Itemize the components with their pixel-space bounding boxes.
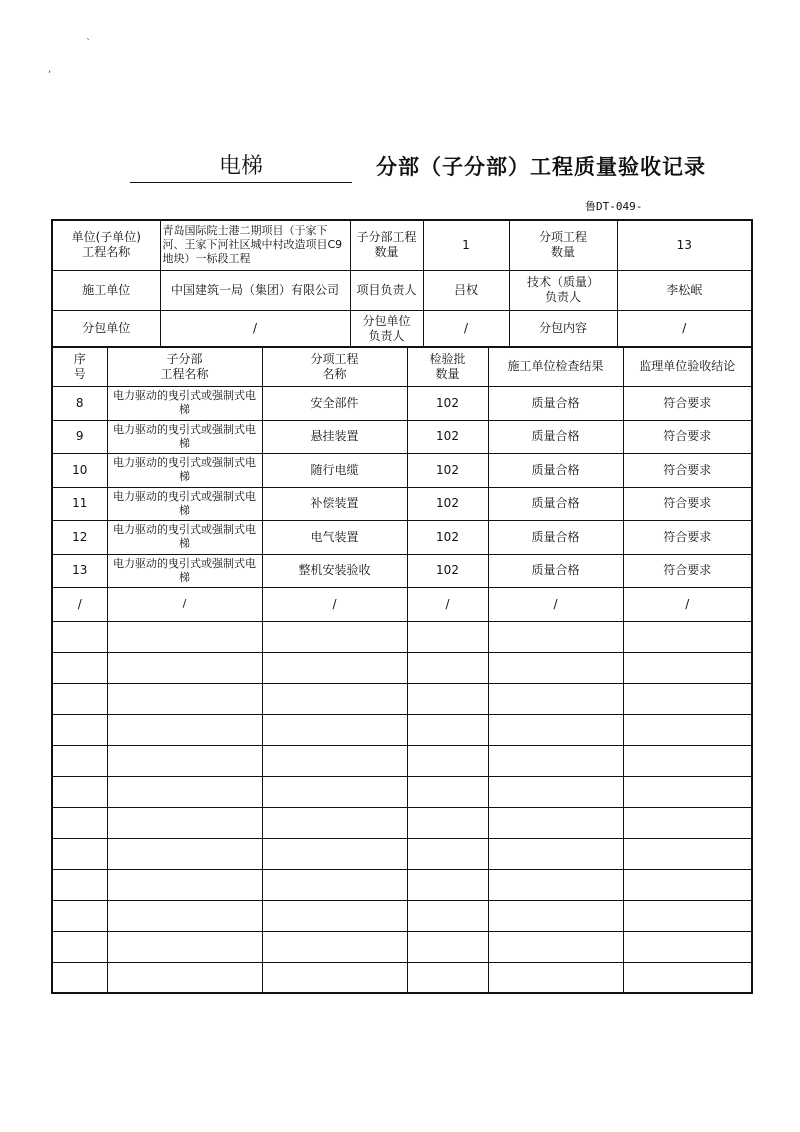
empty-cell xyxy=(407,621,488,652)
empty-cell xyxy=(488,869,623,900)
cell-batch: 102 xyxy=(407,554,488,588)
title-text: 分部（子分部）工程质量验收记录 xyxy=(376,155,706,179)
cell-subdivision: 电力驱动的曳引式或强制式电梯 xyxy=(107,387,262,421)
empty-cell xyxy=(488,900,623,931)
empty-cell xyxy=(262,621,407,652)
empty-cell xyxy=(262,714,407,745)
empty-cell xyxy=(52,621,107,652)
cell-batch: 102 xyxy=(407,454,488,488)
empty-cell xyxy=(107,838,262,869)
empty-cell xyxy=(623,745,752,776)
empty-cell xyxy=(52,931,107,962)
empty-row xyxy=(52,962,752,993)
empty-row xyxy=(52,683,752,714)
cell-subdivision: 电力驱动的曳引式或强制式电梯 xyxy=(107,521,262,555)
cell-item: 补偿装置 xyxy=(262,487,407,521)
empty-row xyxy=(52,807,752,838)
project-manager-label: 项目负责人 xyxy=(350,270,423,310)
subcontractor-value: / xyxy=(160,310,350,347)
table-row xyxy=(52,521,752,555)
cell-no: 9 xyxy=(52,420,107,454)
contractor-label: 施工单位 xyxy=(52,270,160,310)
empty-cell xyxy=(623,869,752,900)
empty-cell xyxy=(623,838,752,869)
cell-batch: / xyxy=(407,588,488,622)
empty-cell xyxy=(407,869,488,900)
sub-manager-value: / xyxy=(423,310,509,347)
unit-project-label: 单位(子单位) 工程名称 xyxy=(52,220,160,270)
empty-cell xyxy=(52,900,107,931)
column-header: 检验批 数量 xyxy=(407,347,488,387)
empty-row xyxy=(52,900,752,931)
unit-project-value: 青岛国际院士港二期项目（于家下河、王家下河社区城中村改造项目C9地块）一标段工程 xyxy=(160,220,350,270)
table-row xyxy=(52,420,752,454)
cell-conclusion: 符合要求 xyxy=(623,487,752,521)
cell-item: / xyxy=(262,588,407,622)
cell-conclusion: 符合要求 xyxy=(623,521,752,555)
cell-conclusion: 符合要求 xyxy=(623,454,752,488)
document-title xyxy=(130,152,730,186)
table-row xyxy=(52,554,752,588)
scan-mark: , xyxy=(48,64,52,75)
cell-batch: 102 xyxy=(407,521,488,555)
empty-cell xyxy=(262,683,407,714)
empty-row xyxy=(52,776,752,807)
empty-cell xyxy=(407,652,488,683)
cell-check: 质量合格 xyxy=(488,521,623,555)
empty-row xyxy=(52,869,752,900)
empty-cell xyxy=(407,807,488,838)
empty-cell xyxy=(107,714,262,745)
empty-cell xyxy=(107,900,262,931)
empty-cell xyxy=(107,776,262,807)
empty-cell xyxy=(107,962,262,993)
column-header: 子分部 工程名称 xyxy=(107,347,262,387)
column-header: 施工单位检查结果 xyxy=(488,347,623,387)
item-table xyxy=(51,346,753,994)
tech-manager-value: 李松岷 xyxy=(617,270,752,310)
empty-row xyxy=(52,621,752,652)
cell-check: 质量合格 xyxy=(488,487,623,521)
empty-cell xyxy=(488,652,623,683)
empty-cell xyxy=(262,931,407,962)
cell-batch: 102 xyxy=(407,420,488,454)
empty-cell xyxy=(52,869,107,900)
item-count-label: 分项工程 数量 xyxy=(509,220,617,270)
header-info-table xyxy=(51,219,753,348)
empty-row xyxy=(52,652,752,683)
cell-no: / xyxy=(52,588,107,622)
cell-check: 质量合格 xyxy=(488,454,623,488)
empty-cell xyxy=(52,776,107,807)
empty-cell xyxy=(52,745,107,776)
subdivision-count-value: 1 xyxy=(423,220,509,270)
scan-mark: ` xyxy=(86,38,91,49)
title-blank-value: 电梯 xyxy=(130,152,352,183)
empty-cell xyxy=(488,683,623,714)
empty-cell xyxy=(623,621,752,652)
subcontractor-label: 分包单位 xyxy=(52,310,160,347)
empty-cell xyxy=(623,776,752,807)
empty-row xyxy=(52,931,752,962)
empty-cell xyxy=(262,652,407,683)
empty-cell xyxy=(107,621,262,652)
cell-item: 安全部件 xyxy=(262,387,407,421)
empty-row xyxy=(52,838,752,869)
empty-cell xyxy=(488,838,623,869)
empty-cell xyxy=(52,652,107,683)
empty-cell xyxy=(488,745,623,776)
cell-check: / xyxy=(488,588,623,622)
empty-cell xyxy=(623,807,752,838)
empty-cell xyxy=(488,621,623,652)
cell-check: 质量合格 xyxy=(488,387,623,421)
empty-cell xyxy=(407,683,488,714)
empty-cell xyxy=(623,931,752,962)
cell-conclusion: 符合要求 xyxy=(623,387,752,421)
empty-cell xyxy=(262,838,407,869)
table-header-row xyxy=(52,347,752,387)
empty-cell xyxy=(262,807,407,838)
empty-cell xyxy=(623,714,752,745)
empty-cell xyxy=(488,807,623,838)
empty-cell xyxy=(488,776,623,807)
cell-batch: 102 xyxy=(407,487,488,521)
cell-no: 13 xyxy=(52,554,107,588)
empty-row xyxy=(52,745,752,776)
empty-cell xyxy=(407,962,488,993)
cell-conclusion: 符合要求 xyxy=(623,420,752,454)
subdivision-count-label: 子分部工程 数量 xyxy=(350,220,423,270)
cell-item: 悬挂装置 xyxy=(262,420,407,454)
empty-cell xyxy=(407,714,488,745)
empty-cell xyxy=(623,683,752,714)
empty-cell xyxy=(407,838,488,869)
cell-no: 10 xyxy=(52,454,107,488)
cell-check: 质量合格 xyxy=(488,554,623,588)
cell-check: 质量合格 xyxy=(488,420,623,454)
cell-item: 随行电缆 xyxy=(262,454,407,488)
column-header: 监理单位验收结论 xyxy=(623,347,752,387)
table-row xyxy=(52,588,752,622)
empty-cell xyxy=(407,745,488,776)
empty-cell xyxy=(107,931,262,962)
empty-cell xyxy=(623,900,752,931)
tech-manager-label: 技术（质量） 负责人 xyxy=(509,270,617,310)
item-count-value: 13 xyxy=(617,220,752,270)
cell-item: 整机安装验收 xyxy=(262,554,407,588)
empty-cell xyxy=(407,931,488,962)
empty-cell xyxy=(407,900,488,931)
empty-cell xyxy=(262,962,407,993)
cell-subdivision: 电力驱动的曳引式或强制式电梯 xyxy=(107,420,262,454)
project-manager-value: 吕权 xyxy=(423,270,509,310)
cell-subdivision: 电力驱动的曳引式或强制式电梯 xyxy=(107,454,262,488)
empty-cell xyxy=(52,714,107,745)
empty-cell xyxy=(52,838,107,869)
empty-cell xyxy=(488,962,623,993)
empty-cell xyxy=(262,745,407,776)
empty-cell xyxy=(107,652,262,683)
cell-subdivision: / xyxy=(107,588,262,622)
form-code: 鲁DT-049- xyxy=(585,200,643,213)
sub-manager-label: 分包单位 负责人 xyxy=(350,310,423,347)
cell-no: 12 xyxy=(52,521,107,555)
empty-cell xyxy=(407,776,488,807)
cell-batch: 102 xyxy=(407,387,488,421)
empty-cell xyxy=(623,962,752,993)
column-header: 分项工程 名称 xyxy=(262,347,407,387)
column-header: 序 号 xyxy=(52,347,107,387)
empty-cell xyxy=(488,931,623,962)
empty-cell xyxy=(107,807,262,838)
empty-cell xyxy=(52,683,107,714)
table-row xyxy=(52,487,752,521)
empty-cell xyxy=(488,714,623,745)
sub-content-value: / xyxy=(617,310,752,347)
empty-row xyxy=(52,714,752,745)
empty-cell xyxy=(107,869,262,900)
table-row xyxy=(52,387,752,421)
cell-conclusion: / xyxy=(623,588,752,622)
cell-no: 11 xyxy=(52,487,107,521)
empty-cell xyxy=(107,745,262,776)
contractor-value: 中国建筑一局（集团）有限公司 xyxy=(160,270,350,310)
cell-subdivision: 电力驱动的曳引式或强制式电梯 xyxy=(107,554,262,588)
cell-conclusion: 符合要求 xyxy=(623,554,752,588)
empty-cell xyxy=(262,869,407,900)
empty-cell xyxy=(262,900,407,931)
cell-no: 8 xyxy=(52,387,107,421)
cell-item: 电气装置 xyxy=(262,521,407,555)
empty-cell xyxy=(262,776,407,807)
table-row xyxy=(52,454,752,488)
sub-content-label: 分包内容 xyxy=(509,310,617,347)
empty-cell xyxy=(107,683,262,714)
empty-cell xyxy=(52,807,107,838)
empty-cell xyxy=(623,652,752,683)
cell-subdivision: 电力驱动的曳引式或强制式电梯 xyxy=(107,487,262,521)
empty-cell xyxy=(52,962,107,993)
